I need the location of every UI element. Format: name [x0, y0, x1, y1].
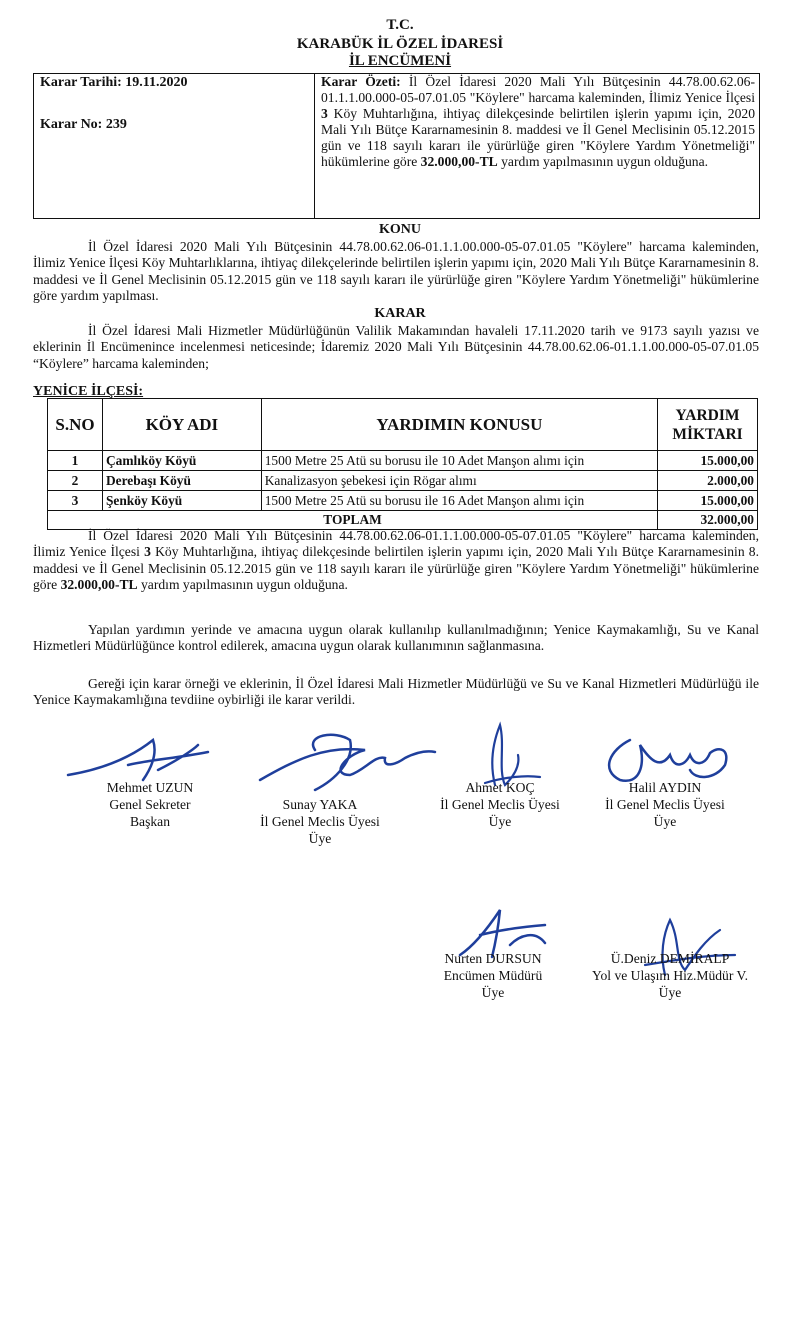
signatory-title: İl Genel Meclis Üyesi	[605, 797, 725, 812]
body-p1-count: 3	[144, 544, 151, 560]
body-p1-a: İl Özel İdaresi 2020 Mali Yılı Bütçesinin 44.78.00.62.06-01.1.1.00.000-05-07.01.05 "Köylere" harcama kaleminden, İlimiz Yenice İlçesi	[33, 528, 759, 560]
decision-number: Karar No: 239	[40, 117, 127, 132]
body-p1-c: yardım yapılmasının uygun olduğuna.	[137, 577, 348, 593]
total-label: TOPLAM	[48, 511, 658, 530]
summary-text-2: Köy Muhtarlığına, ihtiyaç dilekçesinde belirtilen işlerin yapımı için, 2020 Mali Yılı Bütçe Kararnamesinin 8. maddesi ve İl Genel Meclisinin 05.12.2015 gün ve 118 sayılı kararı ile yürürlüğe giren "Köylere Yardım Yönetmeliği" hükümlerine göre	[321, 106, 755, 169]
table-header-row	[48, 399, 758, 451]
row-miktar: 2.000,00	[658, 471, 758, 491]
body-p1-b: Köy Muhtarlığına, ihtiyaç dilekçesinde belirtilen işlerin yapımı için, 2020 Mali Yılı Bütçe Kararnamesinin 8. maddesi ve İl Genel Meclisinin 05.12.2015 gün ve 118 sayılı kararı ile yürürlüğe giren "Köylere Yardım Yönetmeliği" hükümlerine göre	[33, 544, 759, 593]
summary-count: 3	[321, 106, 328, 121]
karar-body: İl Özel İdaresi Mali Hizmetler Müdürlüğünün Valilik Makamından havaleli 17.11.2020 tarih ve 9173 sayılı yazısı ve eklerinin İl Encümenince incelenmesi neticesinde; İdaremiz 2020 Mali Yılı Bütçesinin 44.78.00.62.06-01.1.1.00.000-05-07.01.05 “Köylere” harcama kaleminden;	[33, 323, 759, 371]
total-value: 32.000,00	[658, 511, 758, 530]
body-p3: Gereği için karar örneği ve eklerinin, İl Özel İdaresi Mali Hizmetler Müdürlüğü ve Su ve Kanal Hizmetleri Müdürlüğü ile Yenice Kaymakamlığına tevdiine oybirliği ile karar verildi.	[33, 676, 759, 708]
row-koy: Çamlıköy Köyü	[102, 451, 261, 471]
signatory-role: Üye	[308, 831, 332, 846]
header-miktar-2: MİKTARI	[672, 425, 743, 443]
signatory-3	[405, 779, 595, 830]
signatory-title: İl Genel Meclis Üyesi	[440, 797, 560, 812]
body-paragraph-2	[33, 622, 759, 655]
header-konu: YARDIMIN KONUSU	[261, 399, 657, 451]
decision-summary	[321, 74, 755, 170]
signatory-name: Sunay YAKA	[282, 797, 358, 812]
row-no: 3	[48, 491, 103, 511]
table-row	[48, 491, 758, 511]
signatory-role: Üye	[488, 814, 512, 829]
summary-text-1: İl Özel İdaresi 2020 Mali Yılı Bütçesinin 44.78.00.62.06-01.1.1.00.000-05-07.01.05 "Köylere" harcama kaleminden, İlimiz Yenice İlçesi	[321, 74, 755, 105]
signatory-name: Ahmet KOÇ	[465, 780, 535, 795]
table-total-row	[48, 511, 758, 530]
district-heading: YENİCE İLÇESİ:	[33, 384, 144, 399]
row-miktar: 15.000,00	[658, 491, 758, 511]
karar-title: KARAR	[374, 306, 426, 321]
signatory-5	[398, 950, 588, 1001]
karar-text	[33, 323, 759, 372]
row-konu: 1500 Metre 25 Atü su borusu ile 10 Adet Manşon alımı için	[261, 451, 657, 471]
konu-text	[33, 239, 759, 305]
row-konu: 1500 Metre 25 Atü su borusu ile 16 Adet Manşon alımı için	[261, 491, 657, 511]
konu-title: KONU	[379, 222, 421, 237]
row-no: 1	[48, 451, 103, 471]
body-paragraph-3	[33, 676, 759, 709]
signatory-role: Üye	[658, 985, 682, 1000]
header-sno: S.NO	[48, 399, 103, 451]
summary-text-3: yardım yapılmasının uygun olduğuna.	[497, 154, 709, 169]
row-miktar: 15.000,00	[658, 451, 758, 471]
header-council-text: İL ENCÜMENİ	[348, 53, 452, 69]
decision-date: Karar Tarihi: 19.11.2020	[40, 75, 188, 90]
signatory-4	[570, 779, 760, 830]
signatory-2	[225, 796, 415, 847]
body-paragraph-1	[33, 528, 759, 594]
row-koy: Derebaşı Köyü	[102, 471, 261, 491]
body-p2: Yapılan yardımın yerinde ve amacına uygun olarak kullanılıp kullanılmadığının; Yenice Kaymakamlığı, Su ve Kanal Hizmetleri Müdürlüğünce kontrol edilerek, amacına uygun olarak kullanımının sağlanmasına.	[33, 622, 759, 654]
signatory-title: Encümen Müdürü	[443, 968, 543, 983]
header-tc: T.C.	[386, 17, 414, 33]
signatory-6	[570, 950, 770, 1001]
aid-table	[47, 398, 758, 530]
signatory-1	[55, 779, 245, 830]
summary-title: Karar Özeti:	[321, 74, 401, 89]
signatory-name: Nurten DURSUN	[444, 951, 542, 966]
signatory-title: İl Genel Meclis Üyesi	[260, 814, 380, 829]
header-koy: KÖY ADI	[102, 399, 261, 451]
signatory-title: Yol ve Ulaşım Hiz.Müdür V.	[592, 968, 748, 983]
signatory-role: Üye	[481, 985, 505, 1000]
row-koy: Şenköy Köyü	[102, 491, 261, 511]
signatory-name: Ü.Deniz DEMİRALP	[610, 951, 730, 966]
signatory-role: Üye	[653, 814, 677, 829]
table-row	[48, 451, 758, 471]
header-council	[0, 53, 800, 70]
header-miktar-1: YARDIM	[675, 406, 740, 424]
signatory-title: Genel Sekreter	[109, 797, 191, 812]
decision-box-divider	[314, 74, 315, 218]
header-miktar	[658, 399, 758, 451]
signatory-name: Halil AYDIN	[628, 780, 702, 795]
header-institution: KARABÜK İL ÖZEL İDARESİ	[296, 36, 504, 52]
row-no: 2	[48, 471, 103, 491]
row-konu: Kanalizasyon şebekesi için Rögar alımı	[261, 471, 657, 491]
summary-amount: 32.000,00-TL	[420, 154, 498, 169]
signatory-role: Başkan	[129, 814, 171, 829]
signatory-name: Mehmet UZUN	[106, 780, 194, 795]
table-row	[48, 471, 758, 491]
body-p1-amount: 32.000,00-TL	[60, 577, 138, 593]
konu-body: İl Özel İdaresi 2020 Mali Yılı Bütçesinin 44.78.00.62.06-01.1.1.00.000-05-07.01.05 "Köylere" harcama kaleminden, İlimiz Yenice İlçesi Köy Muhtarlıklarına, ihtiyaç dilekçelerinde belirtilen işlerin yapımı için, 2020 Mali Yılı Bütçe Kararnamesinin 8. maddesi ve İl Genel Meclisinin 05.12.2015 gün ve 118 sayılı kararı ile yürürlüğe giren "Köylere Yardım Yönetmeliği" hükümlerine göre yardım yapılması.	[33, 239, 759, 304]
